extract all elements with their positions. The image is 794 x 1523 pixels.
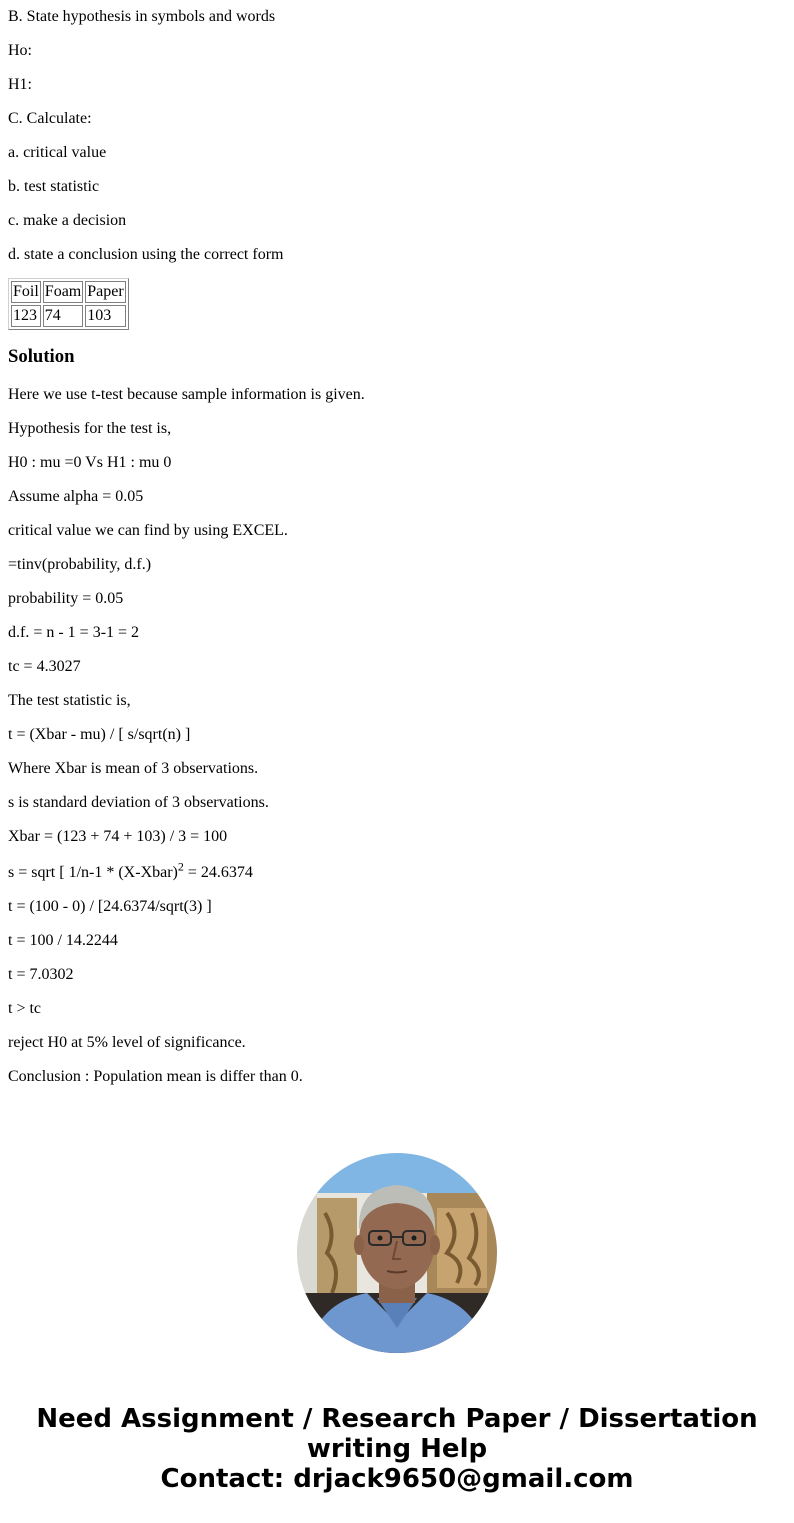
solution-line: s is standard deviation of 3 observations. bbox=[8, 794, 269, 811]
table-cell: 74 bbox=[43, 305, 83, 327]
conclusion-line: Conclusion : Population mean is differ than 0. bbox=[8, 1068, 303, 1085]
solution-line: critical value we can find by using EXCEL. bbox=[8, 522, 288, 539]
solution-line: tc = 4.3027 bbox=[8, 658, 81, 675]
solution-line: t = (100 - 0) / [24.6374/sqrt(3) ] bbox=[8, 898, 212, 915]
solution-line: t = 7.0302 bbox=[8, 966, 74, 983]
table-header-cell: Foam bbox=[43, 281, 83, 303]
std-dev-formula bbox=[8, 859, 786, 882]
document-content bbox=[8, 0, 786, 1102]
solution-line: probability = 0.05 bbox=[8, 590, 124, 607]
data-table bbox=[8, 278, 129, 330]
solution-line: t = 100 / 14.2244 bbox=[8, 932, 118, 949]
table-header-cell: Paper bbox=[85, 281, 125, 303]
null-hypothesis-label: Ho: bbox=[8, 42, 32, 59]
author-avatar bbox=[297, 1153, 497, 1353]
solution-line: reject H0 at 5% level of significance. bbox=[8, 1034, 246, 1051]
calc-item-c: c. make a decision bbox=[8, 212, 127, 229]
solution-line: Where Xbar is mean of 3 observations. bbox=[8, 760, 259, 777]
solution-line: Xbar = (123 + 74 + 103) / 3 = 100 bbox=[8, 828, 228, 845]
exponent: 2 bbox=[177, 859, 184, 874]
solution-line: Hypothesis for the test is, bbox=[8, 420, 172, 437]
std-dev-formula-main: s = sqrt [ 1/n-1 * (X-Xbar) bbox=[8, 864, 178, 881]
table-header-cell: Foil bbox=[11, 281, 41, 303]
calc-item-d: d. state a conclusion using the correct form bbox=[8, 246, 284, 263]
alt-hypothesis-label: H1: bbox=[8, 76, 32, 93]
solution-line: t = (Xbar - mu) / [ s/sqrt(n) ] bbox=[8, 726, 191, 743]
table-cell: 123 bbox=[11, 305, 41, 327]
solution-line: Assume alpha = 0.05 bbox=[8, 488, 144, 505]
calc-item-a: a. critical value bbox=[8, 144, 107, 161]
solution-heading: Solution bbox=[8, 346, 75, 367]
promo-line-1: Need Assignment / Research Paper / Dissertation bbox=[36, 1404, 758, 1434]
question-line-b: B. State hypothesis in symbols and words bbox=[8, 8, 276, 25]
promo-contact: Contact: drjack9650@gmail.com bbox=[160, 1464, 634, 1494]
table-row bbox=[11, 305, 126, 327]
solution-line: =tinv(probability, d.f.) bbox=[8, 556, 152, 573]
solution-line: t > tc bbox=[8, 1000, 42, 1017]
author-portrait-image bbox=[297, 1153, 497, 1353]
table-cell: 103 bbox=[85, 305, 125, 327]
solution-line: Here we use t-test because sample information is given. bbox=[8, 386, 365, 403]
solution-line: H0 : mu =0 Vs H1 : mu 0 bbox=[8, 454, 172, 471]
solution-line: The test statistic is, bbox=[8, 692, 131, 709]
promo-banner bbox=[0, 1404, 794, 1494]
promo-line-2: writing Help bbox=[306, 1434, 488, 1464]
question-line-c: C. Calculate: bbox=[8, 110, 92, 127]
table-header-row bbox=[11, 281, 126, 303]
solution-line: d.f. = n - 1 = 3-1 = 2 bbox=[8, 624, 140, 641]
std-dev-formula-result: = 24.6374 bbox=[183, 864, 253, 881]
calc-item-b: b. test statistic bbox=[8, 178, 100, 195]
